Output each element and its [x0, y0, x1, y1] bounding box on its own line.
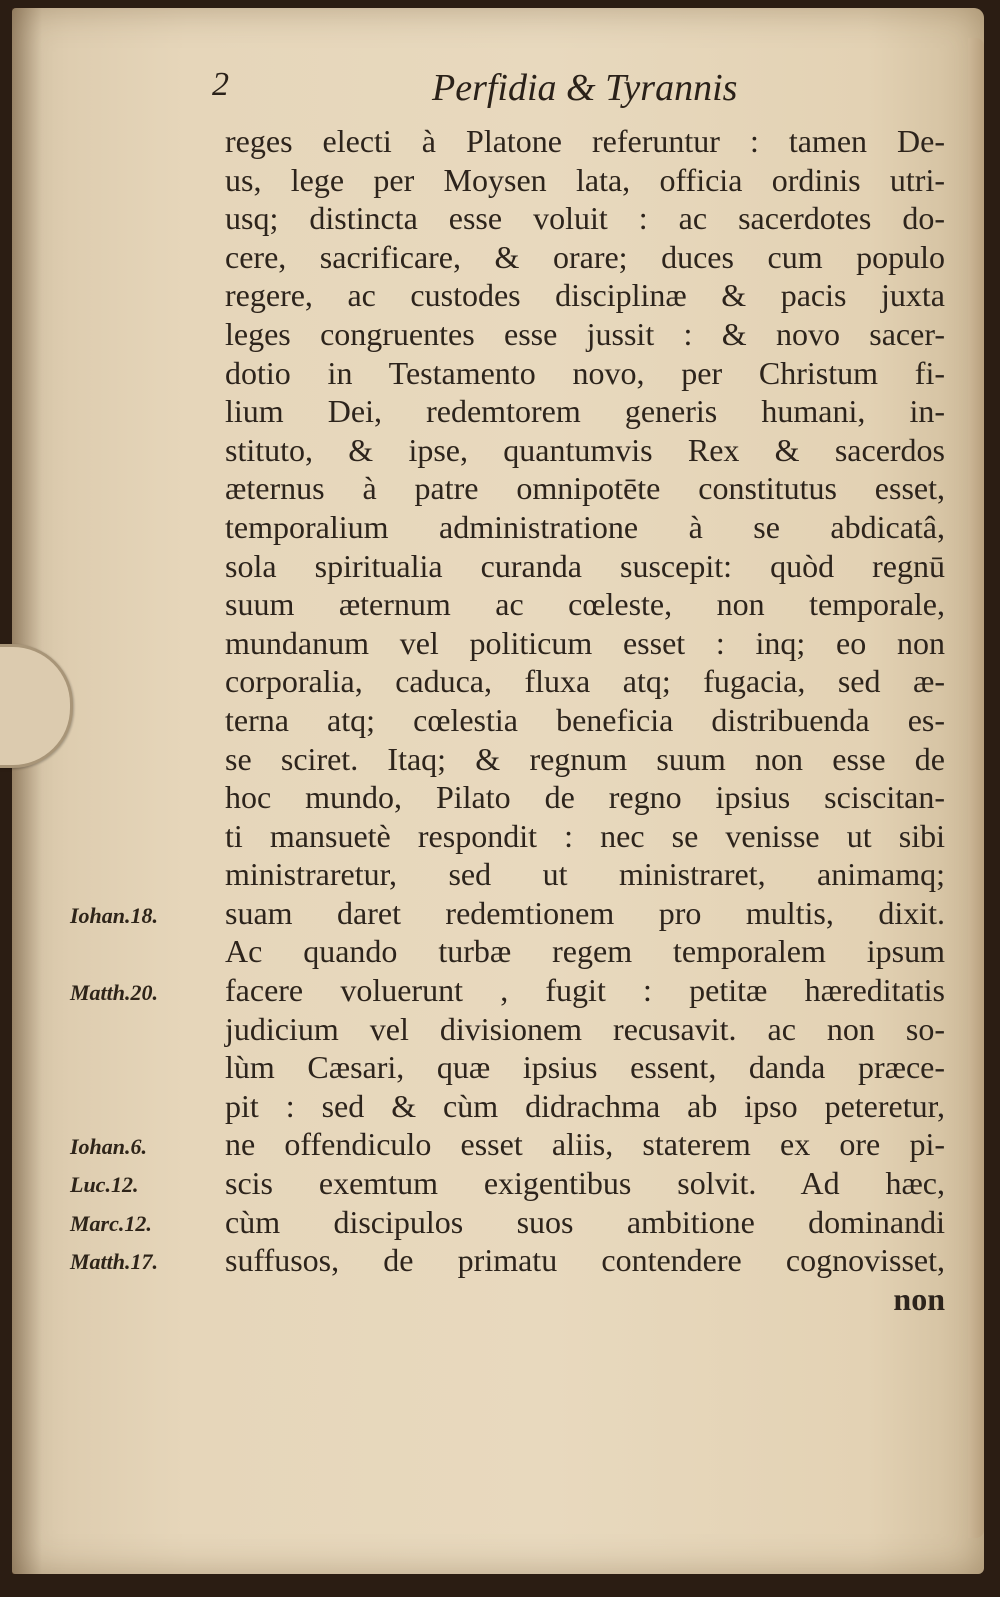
text-line: regere, ac custodes disciplinæ & pacis juxta	[225, 277, 945, 314]
page-number: 2	[212, 66, 229, 103]
marginal-note: Matth.17.	[70, 1249, 159, 1274]
catchword: non	[893, 1280, 945, 1317]
text-line: suum æternum ac cœleste, non temporale,	[225, 586, 945, 623]
text-line: mundanum vel politicum esset : inq; eo non	[225, 624, 945, 661]
text-line: ti mansuetè respondit : nec se venisse ut sibi	[225, 817, 945, 854]
text-line: ne offendiculo esset aliis, staterem ex ore pi-	[225, 1126, 945, 1163]
text-line: leges congruentes esse jussit : & novo sacer-	[225, 315, 945, 352]
page-header	[212, 66, 752, 116]
marginal-note: Iohan.18.	[70, 903, 159, 928]
gutter-shadow	[12, 8, 42, 1574]
text-line: pit : sed & cùm didrachma ab ipso peteretur,	[225, 1087, 945, 1124]
text-line: terna atq; cœlestia beneficia distribuenda es-	[225, 701, 945, 738]
text-line: judicium vel divisionem recusavit. ac non so-	[225, 1010, 945, 1047]
text-line: cere, sacrificare, & orare; duces cum populo	[225, 238, 945, 275]
leaf-edge	[968, 38, 984, 1538]
text-line: hoc mundo, Pilato de regno ipsius sciscitan-	[225, 779, 945, 816]
text-line: Ac quando turbæ regem temporalem ipsum	[225, 933, 945, 970]
text-line: us, lege per Moysen lata, officia ordinis utri-	[225, 161, 945, 198]
text-line: suam daret redemtionem pro multis, dixit.	[225, 894, 945, 931]
text-line: suffusos, de primatu contendere cognovisset,	[225, 1242, 945, 1279]
text-line: corporalia, caduca, fluxa atq; fugacia, sed æ-	[225, 663, 945, 700]
text-line: dotio in Testamento novo, per Christum fi-	[225, 354, 945, 391]
text-line: sola spiritualia curanda suscepit: quòd regnū	[225, 547, 945, 584]
text-line: lùm Cæsari, quæ ipsius essent, danda præce-	[225, 1049, 945, 1086]
text-line: æternus à patre omnipotēte constitutus esset,	[225, 470, 945, 507]
marginal-note: Luc.12.	[70, 1172, 139, 1197]
marginal-note: Matth.20.	[70, 980, 159, 1005]
marginal-note: Marc.12.	[70, 1211, 152, 1236]
text-line: ministraretur, sed ut ministraret, animamq;	[225, 856, 945, 893]
running-head: Perfidia & Tyrannis	[432, 67, 738, 109]
text-line: lium Dei, redemtorem generis humani, in-	[225, 393, 945, 430]
text-line: se sciret. Itaq; & regnum suum non esse de	[225, 740, 945, 777]
marginal-note: Iohan.6.	[70, 1134, 148, 1159]
text-line: temporalium administratione à se abdicatâ,	[225, 508, 945, 545]
text-line: reges electi à Platone referuntur : tamen De-	[225, 123, 945, 159]
text-line: scis exemtum exigentibus solvit. Ad hæc,	[225, 1165, 945, 1202]
text-line: stituto, & ipse, quantumvis Rex & sacerdos	[225, 431, 945, 468]
text-line: usq; distincta esse voluit : ac sacerdotes do-	[225, 200, 945, 237]
text-line: facere voluerunt , fugit : petitæ hæreditatis	[225, 972, 945, 1009]
body-text	[225, 122, 945, 1318]
text-line: cùm discipulos suos ambitione dominandi	[225, 1203, 945, 1240]
